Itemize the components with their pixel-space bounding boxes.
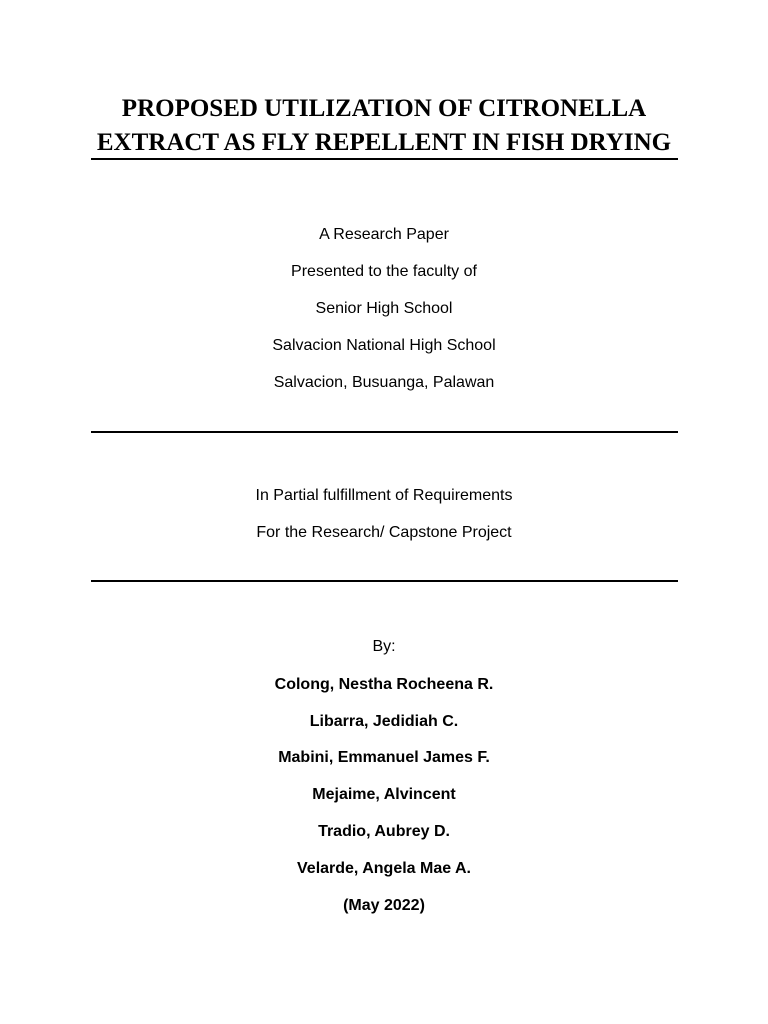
author-name: Libarra, Jedidiah C. (309, 713, 459, 730)
author-name: Colong, Nestha Rocheena R. (274, 676, 494, 693)
presentation-line: Senior High School (315, 300, 453, 317)
by-label: By: (372, 638, 396, 655)
section-divider (91, 431, 678, 433)
title-line-2: EXTRACT AS FLY REPELLENT IN FISH DRYING (96, 129, 672, 156)
fulfillment-line: In Partial fulfillment of Requirements (255, 487, 513, 504)
presentation-line: A Research Paper (319, 226, 449, 243)
presentation-line: Salvacion National High School (272, 337, 496, 354)
author-name: Tradio, Aubrey D. (318, 823, 450, 840)
submission-date: (May 2022) (343, 897, 425, 914)
title-underline (91, 158, 678, 160)
presentation-line: Salvacion, Busuanga, Palawan (273, 374, 495, 391)
title-line-1: PROPOSED UTILIZATION OF CITRONELLA (121, 95, 647, 122)
author-name: Velarde, Angela Mae A. (297, 860, 471, 877)
section-divider (91, 580, 678, 582)
author-name: Mejaime, Alvincent (312, 786, 456, 803)
presentation-line: Presented to the faculty of (291, 263, 477, 280)
fulfillment-line: For the Research/ Capstone Project (256, 524, 512, 541)
author-name: Mabini, Emmanuel James F. (278, 749, 490, 766)
